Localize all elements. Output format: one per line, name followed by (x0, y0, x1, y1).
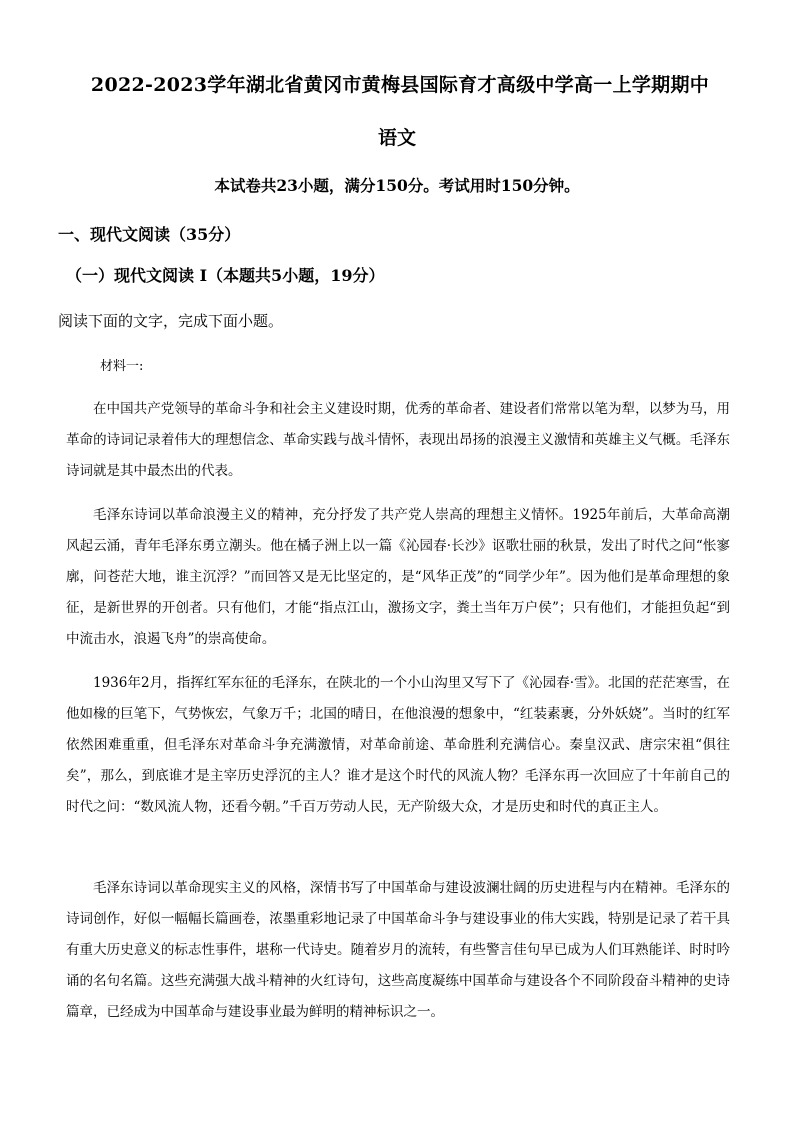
material-paragraph: 毛泽东诗词以革命浪漫主义的精神，充分抒发了共产党人崇高的理想主义情怀。1925年前后，大革命高潮风起云涌，青年毛泽东勇立潮头。他在橘子洲上以一篇《沁园春·长沙》讴歌壮丽的秋景，发出了时代之问“怅寥廓，问苍茫大地，谁主沉浮？”而回答又是无比坚定的，是“风华正茂”的“同学少年”。因为他们是革命理想的象征，是新世界的开创者。只有他们，才能“指点江山，激扬文字，粪土当年万户侯”；只有他们，才能担负起“到中流击水，浪遏飞舟”的崇高使命。 (66, 507, 730, 647)
reading-instruction: 阅读下面的文字，完成下面小题。 (58, 312, 284, 330)
material-paragraph: 在中国共产党领导的革命斗争和社会主义建设时期，优秀的革命者、建设者们常常以笔为犁，以梦为马，用革命的诗词记录着伟大的理想信念、革命实践与战斗情怀，表现出昂扬的浪漫主义激情和英雄主义气概。毛泽东诗词就是其中最杰出的代表。 (66, 401, 730, 479)
section-heading: 一、现代文阅读（35分） (58, 225, 241, 244)
exam-info: 本试卷共23小题，满分150分。考试用时150分钟。 (214, 176, 580, 195)
material-paragraph: 毛泽东诗词以革命现实主义的风格，深情书写了中国革命与建设波澜壮阔的历史进程与内在精神。毛泽东的诗词创作，好似一幅幅长篇画卷，浓墨重彩地记录了中国革命斗争与建设事业的伟大实践，特别是记录了若干具有重大历史意义的标志性事件，堪称一代诗史。随着岁月的流转，有些警言佳句早已成为人们耳熟能详、时时吟诵的名句名篇。这些充满强大战斗精神的火红诗句，这些高度凝练中国革命与建设各个不同阶段奋斗精神的史诗篇章，已经成为中国革命与建设事业最为鲜明的精神标识之一。 (66, 880, 730, 1020)
exam-title: 2022-2023学年湖北省黄冈市黄梅县国际育才高级中学高一上学期期中 (90, 74, 710, 96)
subject-title: 语文 (377, 127, 416, 149)
material-label: 材料一: (100, 359, 144, 374)
material-paragraph: 1936年2月，指挥红军东征的毛泽东，在陕北的一个小山沟里又写下了《沁园春·雪》。北国的茫茫寒雪，在他如椽的巨笔下，气势恢宏，气象万千；北国的晴日，在他浪漫的想象中，“红装素裹，分外妖娆”。当时的红军依然困难重重，但毛泽东对革命斗争充满激情，对革命前途、革命胜利充满信心。秦皇汉武、唐宗宋祖“俱往矣”，那么，到底谁才是主宰历史浮沉的主人？谁才是这个时代的风流人物？毛泽东再一次回应了十年前自己的时代之问：“数风流人物，还看今朝。”千百万劳动人民，无产阶级大众，才是历史和时代的真正主人。 (66, 675, 730, 815)
subsection-heading: （一）现代文阅读 I（本题共5小题，19分） (66, 266, 385, 285)
